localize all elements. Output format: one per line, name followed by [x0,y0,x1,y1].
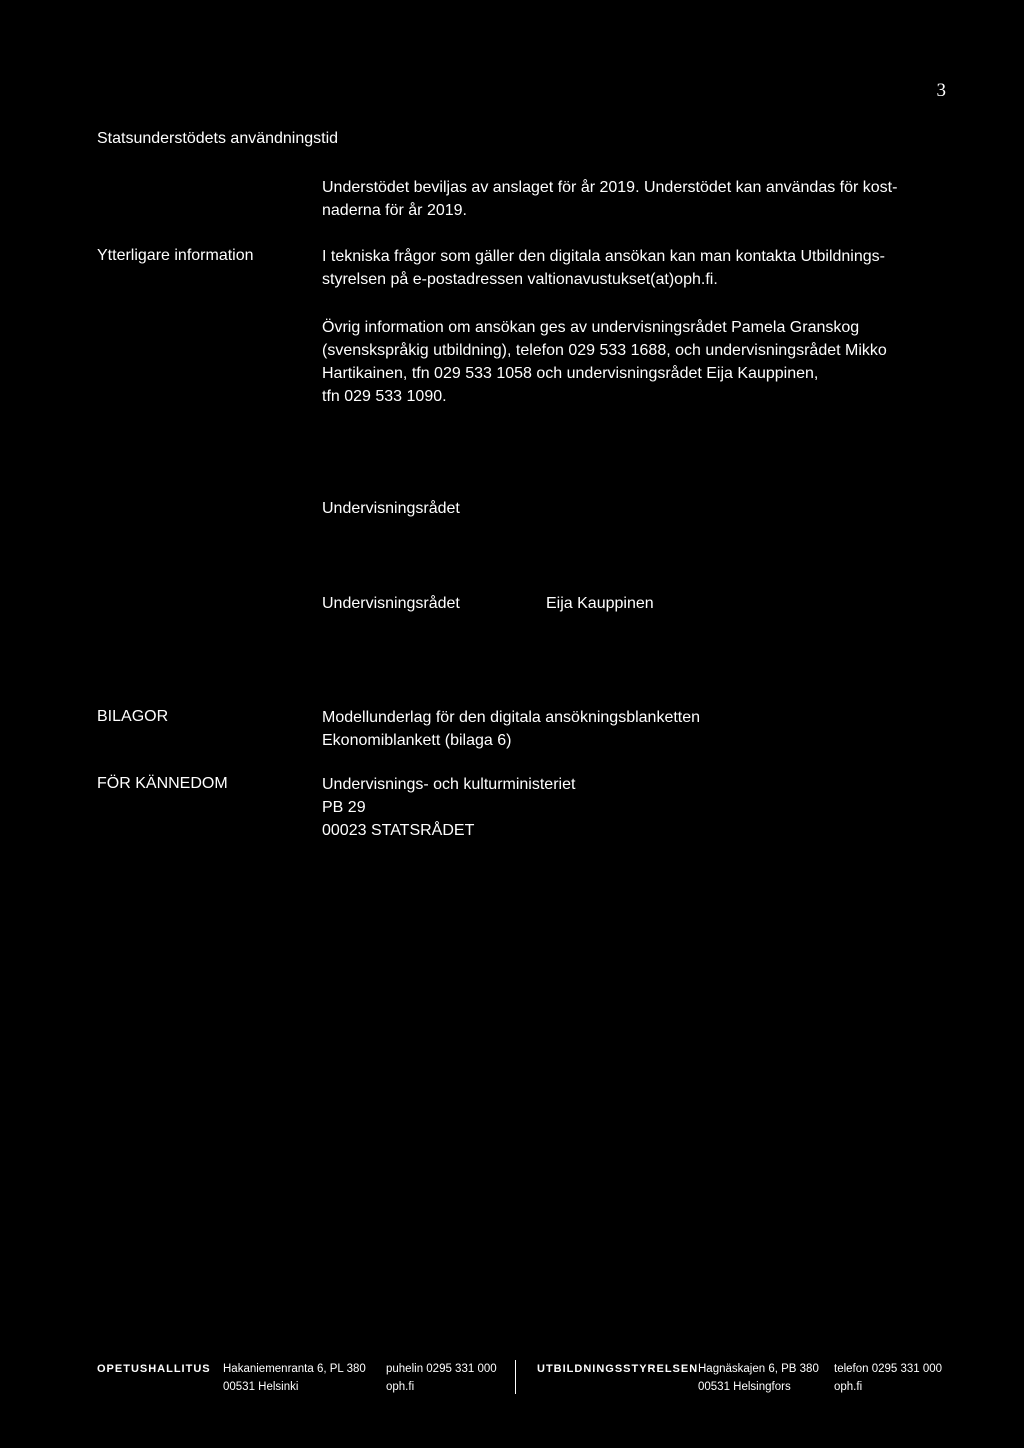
page-number: 3 [936,80,946,101]
footer-sv-address-line-2: 00531 Helsingfors [698,1381,791,1393]
footer-fi-phone: puhelin 0295 331 000 [386,1363,497,1375]
for-information-label: FÖR KÄNNEDOM [97,775,228,792]
footer-sv-phone: telefon 0295 331 000 [834,1363,943,1375]
signature-title-2: Undervisningsrådet [322,595,460,612]
footer-divider [515,1360,516,1394]
page-footer [97,1360,957,1396]
footer-fi-address [223,1360,366,1396]
usage-period-label: Statsunderstödets användningstid [97,130,339,147]
attachments-label: BILAGOR [97,708,169,725]
footer-fi-brand: OPETUSHALLITUS [97,1363,211,1375]
footer-sv-brand: UTBILDNINGSSTYRELSEN [537,1363,699,1375]
footer-sv-contact [834,1360,942,1396]
footer-fi-address-line-1: Hakaniemenranta 6, PL 380 [223,1363,366,1375]
contact-line-2: (svenskspråkig utbildning), telefon 029 533 1688, och undervisningsrådet Mikko [322,342,887,359]
further-information-label: Ytterligare information [97,247,254,264]
signature-name: Eija Kauppinen [546,595,654,612]
usage-period-text [322,176,942,222]
usage-period-line-2: naderna för år 2019. [322,202,467,219]
footer-fi-contact [386,1360,497,1396]
footer-sv-web: oph.fi [834,1381,863,1393]
technical-questions-line-1: I tekniska frågor som gäller den digitala ansökan kan man kontakta Utbildnings- [322,248,885,265]
attachments-list [322,706,700,752]
signature-title-1: Undervisningsrådet [322,500,460,517]
recipient-line: Undervisnings- och kulturministeriet [322,776,576,793]
recipient-line: 00023 STATSRÅDET [322,822,475,839]
attachment-item: Ekonomiblankett (bilaga 6) [322,732,512,749]
contact-line-4: tfn 029 533 1090. [322,388,447,405]
technical-questions-line-2: styrelsen på e-postadressen valtionavustukset(at)oph.fi. [322,271,718,288]
for-information-recipient [322,773,575,842]
footer-fi-address-line-2: 00531 Helsinki [223,1381,299,1393]
footer-sv-address [698,1360,819,1396]
attachment-item: Modellunderlag för den digitala ansökningsblanketten [322,709,701,726]
recipient-line: PB 29 [322,799,366,816]
footer-sv-address-line-1: Hagnäskajen 6, PB 380 [698,1363,819,1375]
usage-period-line-1: Understödet beviljas av anslaget för år 2019. Understödet kan användas för kost- [322,179,898,196]
contact-line-3: Hartikainen, tfn 029 533 1058 och undervisningsrådet Eija Kauppinen, [322,365,819,382]
technical-questions-paragraph [322,245,942,291]
footer-fi-web: oph.fi [386,1381,415,1393]
contact-paragraph [322,316,942,408]
contact-line-1: Övrig information om ansökan ges av undervisningsrådet Pamela Granskog [322,319,860,336]
